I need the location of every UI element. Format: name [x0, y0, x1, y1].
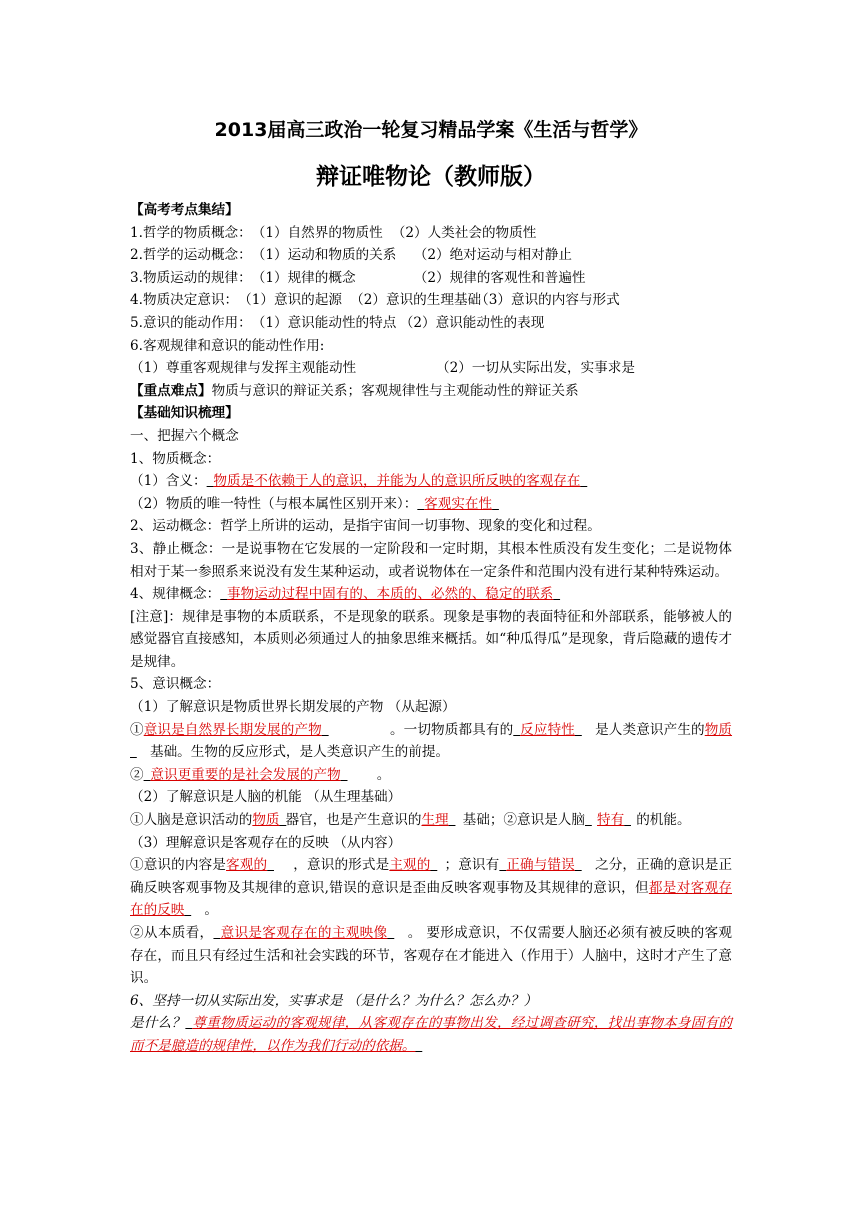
concept-1-property: （2）物质的唯一特性（与根本属性区别开来）： 客观实在性: [130, 495, 493, 512]
document-title: 2013届高三政治一轮复习精品学案《生活与哲学》: [214, 119, 648, 141]
concept-5-brain: （2）了解意识是人脑的机能 （从生理基础）: [130, 789, 402, 806]
concept-5-origin-a: ①意识是自然界长期发展的产物 。一切物质都具有的 反应特性 是人类意识产生的物质 基础。生物的反应形式，是人类意识产生的前提。: [130, 721, 733, 761]
point-4: 4.物质决定意识：（1）意识的起源 （2）意识的生理基础（3）意识的内容与形式: [130, 292, 620, 309]
concept-5-origin-b: ② 意识更重要的是社会发展的产物 。: [130, 766, 391, 783]
answer-text: 客观实在性: [424, 495, 493, 512]
point-6: 6.客观规律和意识的能动性作用:: [130, 337, 325, 354]
concept-6-heading: 6、坚持一切从实际出发，实事求是 （是什么？为什么？怎么办？）: [130, 992, 538, 1009]
part-heading: 一、把握六个概念: [130, 427, 239, 444]
section-heading-points: 【高考考点集结】: [130, 202, 239, 218]
document-body: [130, 199, 732, 1058]
document-subtitle: 辩证唯物论（教师版）: [316, 164, 546, 190]
section-heading-basics: 【基础知识梳理】: [130, 405, 239, 422]
concept-1-heading: 1、物质概念：: [130, 450, 221, 467]
concept-1-definition: （1）含义： 物质是不依赖于人的意识，并能为人的意识所反映的客观存在: [130, 473, 581, 490]
point-5: 5.意识的能动作用：（1）意识能动性的特点 （2）意识能动性的表现: [130, 314, 545, 331]
answer-text: 物质是不依赖于人的意识，并能为人的意识所反映的客观存在: [213, 473, 581, 490]
note: [注意]：规律是事物的本质联系，不是现象的联系。现象是事物的表面特征和外部联系，能够被人的感觉器官直接感知，本质则必须通过人的抽象思维来概括。如“种瓜得瓜”是现象，背后隐藏的遗传才是规律。: [130, 608, 732, 670]
concept-5-heading: 5、意识概念：: [130, 676, 221, 693]
point-2: 2.哲学的运动概念：（1）运动和物质的关系 （2）绝对运动与相对静止: [130, 247, 572, 264]
concept-6-answer: 是什么？ 尊重物质运动的客观规律，从客观存在的事物出发，经过调查研究，找出事物本身固有的而不是臆造的规律性，以作为我们行动的依据。: [130, 1015, 733, 1054]
point-3: 3.物质运动的规律：（1）规律的概念 （2）规律的客观性和普遍性: [130, 269, 586, 286]
concept-5-origin: （1）了解意识是物质世界长期发展的产物 （从起源）: [130, 699, 456, 716]
concept-5-reflection-a: ①意识的内容是客观的 ，意识的形式是主观的 ；意识有 正确与错误 之分，正确的意识是正确反映客观事物及其规律的意识,错误的意识是歪曲反映客观事物及其规律的意识，但都是对客观存在的反映 。: [130, 857, 733, 919]
concept-5-reflection-b: ②从本质看， 意识是客观存在的主观映像 。 要形成意识，不仅需要人脑还必须有被反映的客观存在，而且只有经过生活和社会实践的环节，客观存在才能进入（作用于）人脑中，这时才产生了意识。: [130, 925, 732, 987]
answer-text: 事物运动过程中固有的、本质的、必然的、稳定的联系: [227, 586, 554, 603]
concept-5-reflection: （3）理解意识是客观存在的反映 （从内容）: [130, 834, 402, 851]
key-points: 【重点难点】物质与意识的辩证关系；客观规律性与主观能动性的辩证关系: [130, 382, 579, 399]
concept-3: 3、静止概念：一是说事物在它发展的一定阶段和一定时期，其根本性质没有发生变化；二是说物体相对于某一参照系来说没有发生某种运动，或者说物体在一定条件和范围内没有进行某种特殊运动。: [130, 540, 732, 580]
point-6-items: （1）尊重客观规律与发挥主观能动性 （2）一切从实际出发，实事求是: [130, 360, 635, 377]
concept-5-brain-a: ①人脑是意识活动的物质 器官，也是产生意识的生理 基础；②意识是人脑 特有 的机能。: [130, 812, 691, 829]
concept-2: 2、运动概念：哲学上所讲的运动，是指宇宙间一切事物、现象的变化和过程。: [130, 518, 601, 535]
concept-4: 4、规律概念： 事物运动过程中固有的、本质的、必然的、稳定的联系: [130, 586, 554, 603]
point-1: 1.哲学的物质概念：（1）自然界的物质性 （2）人类社会的物质性: [130, 224, 537, 241]
